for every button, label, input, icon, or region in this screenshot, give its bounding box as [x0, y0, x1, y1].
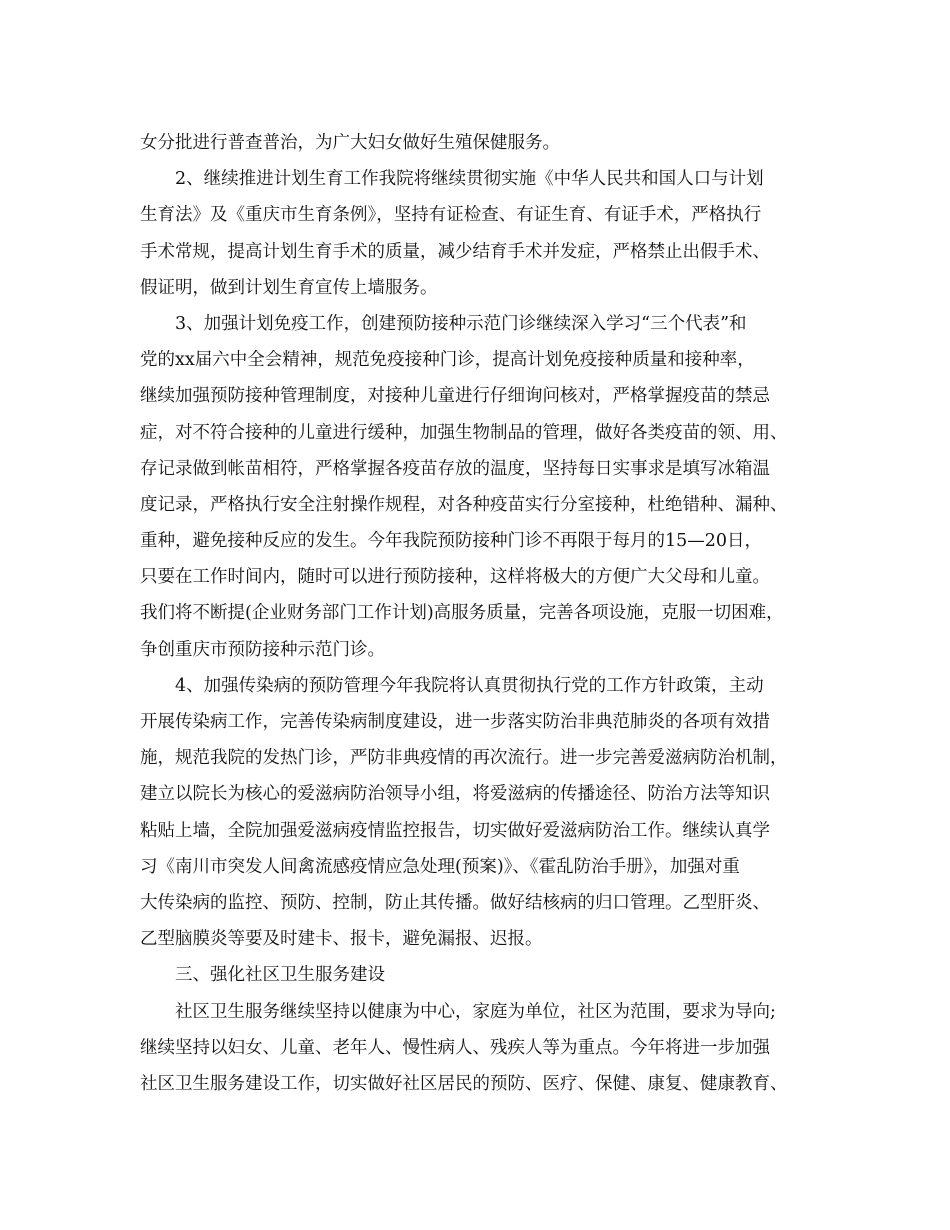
text-line: 度记录，严格执行安全注射操作规程，对各种疫苗实行分室接种，杜绝错种、漏种、 [140, 494, 788, 515]
text-line: 社区卫生服务建设工作，切实做好社区居民的预防、医疗、保健、康复、健康教育、 [140, 1073, 788, 1094]
text-line: 2、继续推进计划生育工作我院将继续贯彻实施《中华人民共和国人口与计划 [175, 169, 764, 190]
text-line: 大传染病的监控、预防、控制，防止其传播。做好结核病的归口管理。乙型肝炎、 [140, 892, 770, 913]
text-line: 只要在工作时间内，随时可以进行预防接种，这样将极大的方便广大父母和儿童。 [140, 567, 770, 588]
text-line: 继续加强预防接种管理制度，对接种儿童进行仔细询问核对，严格掌握疫苗的禁忌 [140, 386, 770, 407]
text-line: 乙型脑膜炎等要及时建卡、报卡，避免漏报、迟报。 [140, 929, 543, 950]
text-line: 开展传染病工作，完善传染病制度建设，进一步落实防治非典范肺炎的各项有效措 [140, 712, 770, 732]
text-line: 症，对不符合接种的儿童进行缓种，加强生物制品的管理，做好各类疫苗的领、用、 [140, 422, 788, 443]
document-body [140, 125, 830, 1102]
text-line: 继续坚持以妇女、儿童、老年人、慢性病人、残疾人等为重点。今年将进一步加强 [140, 1037, 770, 1058]
text-line: 手术常规，提高计划生育手术的质量，减少结育手术并发症，严格禁止出假手术、 [140, 241, 770, 262]
text-line: 生育法》及《重庆市生育条例》，坚持有证检查、有证生育、有证手术，严格执行 [140, 205, 762, 226]
text-line: 党的xx届六中全会精神，规范免疫接种门诊，提高计划免疫接种质量和接种率， [140, 350, 755, 371]
text-line: 我们将不断提(企业财务部门工作计划)高服务质量，完善各项设施，克服一切困难， [140, 603, 784, 624]
text-line: 施，规范我院的发热门诊，严防非典疫情的再次流行。进一步完善爱滋病防治机制， [140, 748, 788, 769]
text-line: 粘贴上墙，全院加强爱滋病疫情监控报告，切实做好爱滋病防治工作。继续认真学 [140, 820, 770, 841]
text-line: 重种，避免接种反应的发生。今年我院预防接种门诊不再限于每月的15—20日， [140, 531, 763, 552]
text-line: 存记录做到帐苗相符，严格掌握各疫苗存放的温度，坚持每日实事求是填写冰箱温 [140, 458, 770, 479]
text-line: 争创重庆市预防接种示范门诊。 [140, 639, 385, 660]
text-line: 建立以院长为核心的爱滋病防治领导小组，将爱滋病的传播途径、防治方法等知识 [140, 784, 770, 805]
text-line: 假证明，做到计划生育宣传上墙服务。 [140, 277, 438, 298]
text-line: 习《南川市突发人间禽流感疫情应急处理(预案)》、《霍乱防治手册》，加强对重 [140, 856, 740, 877]
text-line: 社区卫生服务继续坚持以健康为中心，家庭为单位，社区为范围，要求为导向; [175, 1001, 776, 1022]
text-line: 三、强化社区卫生服务建设 [175, 965, 385, 986]
text-line: 女分批进行普查普治，为广大妇女做好生殖保健服务。 [140, 133, 560, 153]
text-line: 4、加强传染病的预防管理今年我院将认真贯彻执行党的工作方针政策，主动 [175, 675, 764, 696]
text-line: 3、加强计划免疫工作，创建预防接种示范门诊继续深入学习“三个代表”和 [175, 313, 747, 334]
